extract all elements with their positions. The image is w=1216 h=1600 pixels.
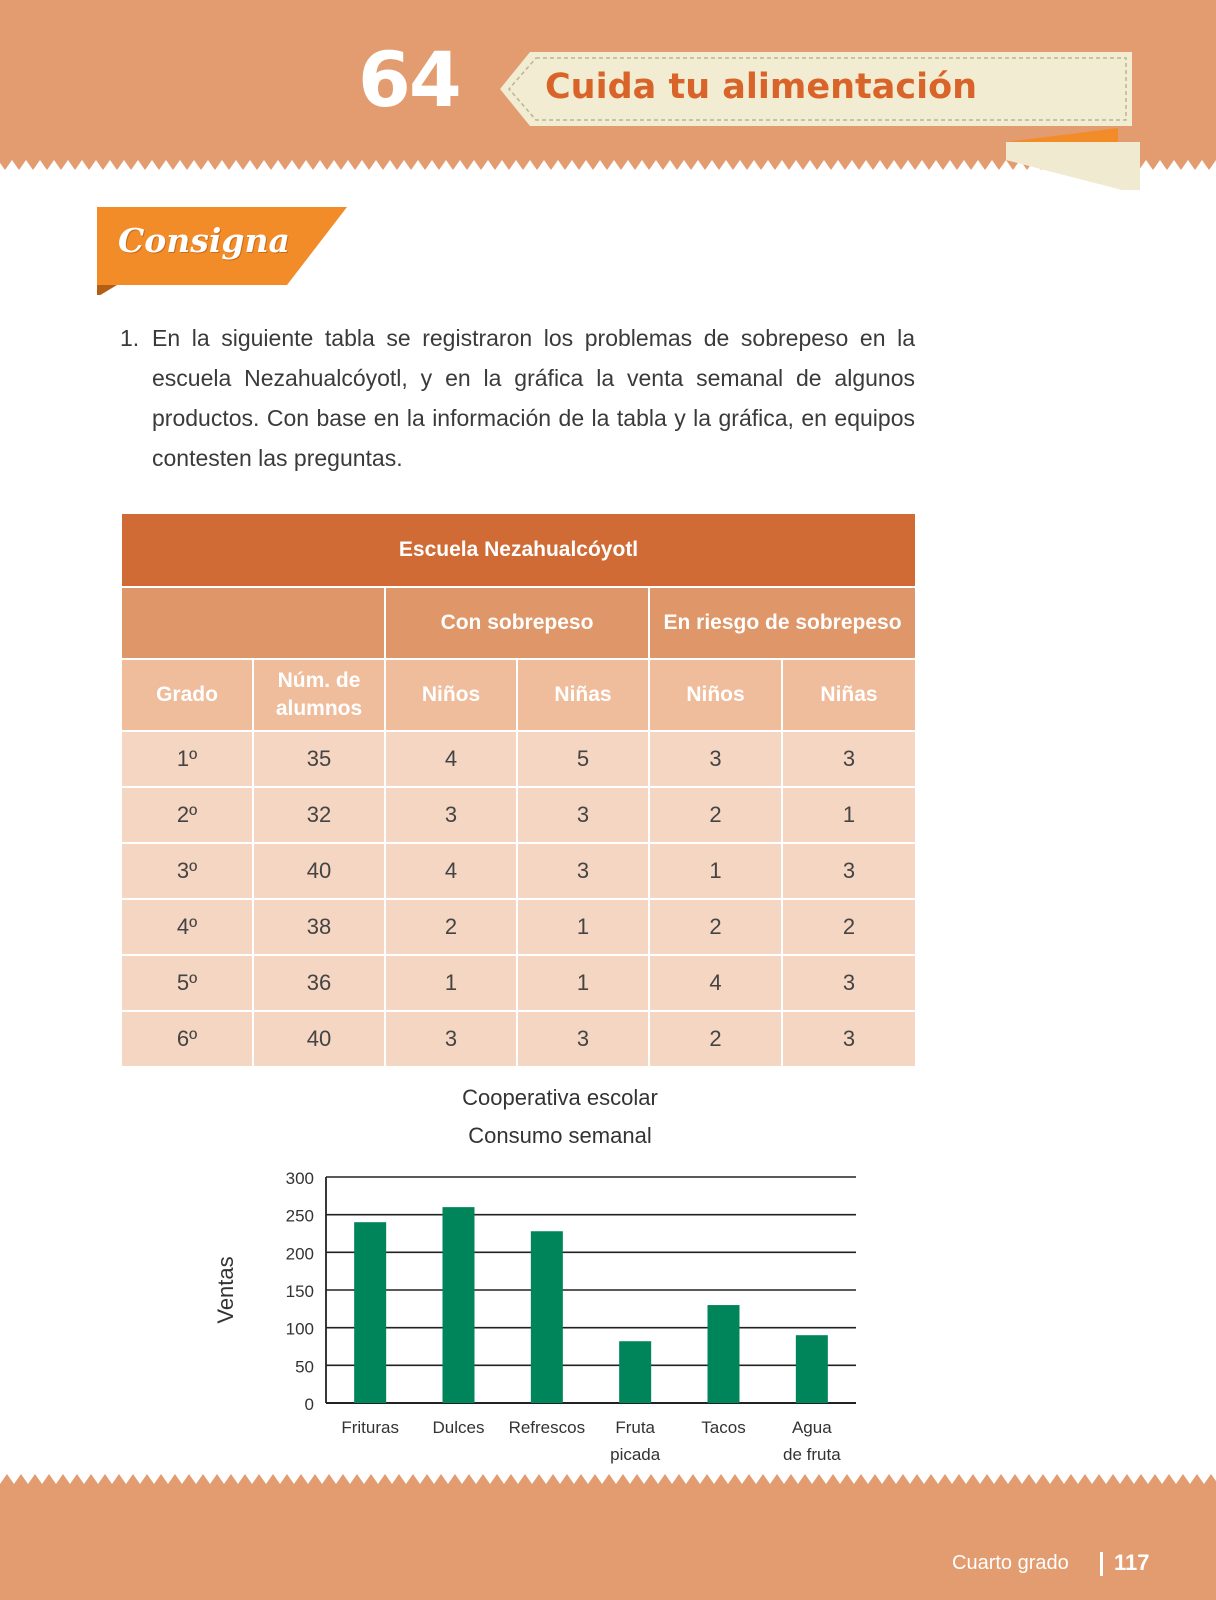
x-tick-label: Refrescos [508,1418,586,1437]
y-axis-label: Ventas [213,1256,238,1324]
table-cell: 3 [649,731,782,787]
table-cell: 3 [782,1011,916,1067]
table-cell: 2 [385,899,517,955]
table-cell: 4 [385,843,517,899]
table-row [121,899,916,955]
table-row [121,787,916,843]
x-tick-label: Tacos [701,1418,746,1437]
lesson-number: 64 [358,35,460,124]
table-cell: 2 [649,899,782,955]
table-cell: 40 [253,843,385,899]
footer-band [0,1472,1216,1600]
table-cell: 5º [121,955,253,1011]
table-row [121,731,916,787]
sales-chart [200,1085,920,1475]
table-cell: 40 [253,1011,385,1067]
table-cell: 32 [253,787,385,843]
table-cell: 1 [782,787,916,843]
bar [443,1207,475,1403]
y-tick-label: 200 [285,1244,314,1264]
bar [708,1305,740,1403]
y-tick-label: 100 [285,1319,314,1339]
col-header-alumnos: Núm. de alumnos [253,659,385,731]
table-cell: 1 [517,955,649,1011]
table-group-empty [121,587,385,659]
table-cell: 3 [782,731,916,787]
y-tick-label: 250 [285,1206,314,1226]
x-tick-label: Frituras [341,1418,399,1437]
lesson-title: Cuida tu alimentación [545,67,978,107]
x-tick-label: Dulces [432,1418,485,1437]
chart-subtitle: Consumo semanal [468,1123,652,1148]
table-cell: 2 [649,787,782,843]
table-cell: 3 [385,1011,517,1067]
y-tick-label: 50 [295,1357,314,1377]
col-header-ninos-overweight: Niños [385,659,517,731]
table-cell: 1 [517,899,649,955]
table-cell: 4 [385,731,517,787]
instruction-paragraph [120,318,915,478]
table-row [121,1011,916,1067]
table-cell: 5 [517,731,649,787]
y-tick-label: 150 [285,1282,314,1301]
y-tick-label: 0 [304,1395,314,1414]
col-header-ninas-risk: Niñas [782,659,916,731]
table-row [121,843,916,899]
table-cell: 3 [517,1011,649,1067]
x-tick-label: picada [610,1445,661,1464]
bar [531,1231,563,1403]
table-cell: 4º [121,899,253,955]
table-cell: 35 [253,731,385,787]
bar-chart-svg [200,1085,920,1475]
instruction-number: 1. [120,325,140,351]
chart-title: Cooperativa escolar [462,1085,658,1110]
col-header-ninas-overweight: Niñas [517,659,649,731]
table-cell: 3 [517,787,649,843]
instruction-text: En la siguiente tabla se registraron los problemas de sobrepeso en la escuela Nezahualcóyotl, y en la gráfica la venta semanal de algunos productos. Con base en la información de la tabla y la gráfica, en equipos contesten las preguntas. [152,325,915,471]
table-cell: 3 [385,787,517,843]
page-number: 117 [1114,1550,1150,1575]
table-group-overweight: Con sobrepeso [385,587,649,659]
col-header-grado: Grado [121,659,253,731]
table-cell: 1 [385,955,517,1011]
table-cell: 1 [649,843,782,899]
x-tick-label: Fruta [615,1418,656,1437]
y-tick-label: 300 [285,1169,314,1188]
table-cell: 6º [121,1011,253,1067]
table-cell: 2º [121,787,253,843]
x-tick-label: de fruta [783,1445,841,1464]
table-cell: 3 [782,843,916,899]
table-cell: 3 [782,955,916,1011]
bar [796,1335,828,1403]
table-cell: 1º [121,731,253,787]
table-cell: 3º [121,843,253,899]
overweight-table [120,512,917,1068]
bar [354,1222,386,1403]
table-cell: 2 [782,899,916,955]
x-tick-label: Agua [791,1418,832,1437]
table-title: Escuela Nezahualcóyotl [121,513,916,587]
table-cell: 36 [253,955,385,1011]
table-group-at-risk: En riesgo de sobrepeso [649,587,916,659]
table-cell: 2 [649,1011,782,1067]
table-cell: 38 [253,899,385,955]
col-header-ninos-risk: Niños [649,659,782,731]
table-row [121,955,916,1011]
footer-grade: Cuarto grado [952,1552,1069,1574]
table-cell: 3 [517,843,649,899]
consigna-label: Consigna [118,221,290,260]
table-cell: 4 [649,955,782,1011]
bar [619,1341,651,1403]
footer-separator [1100,1552,1103,1576]
